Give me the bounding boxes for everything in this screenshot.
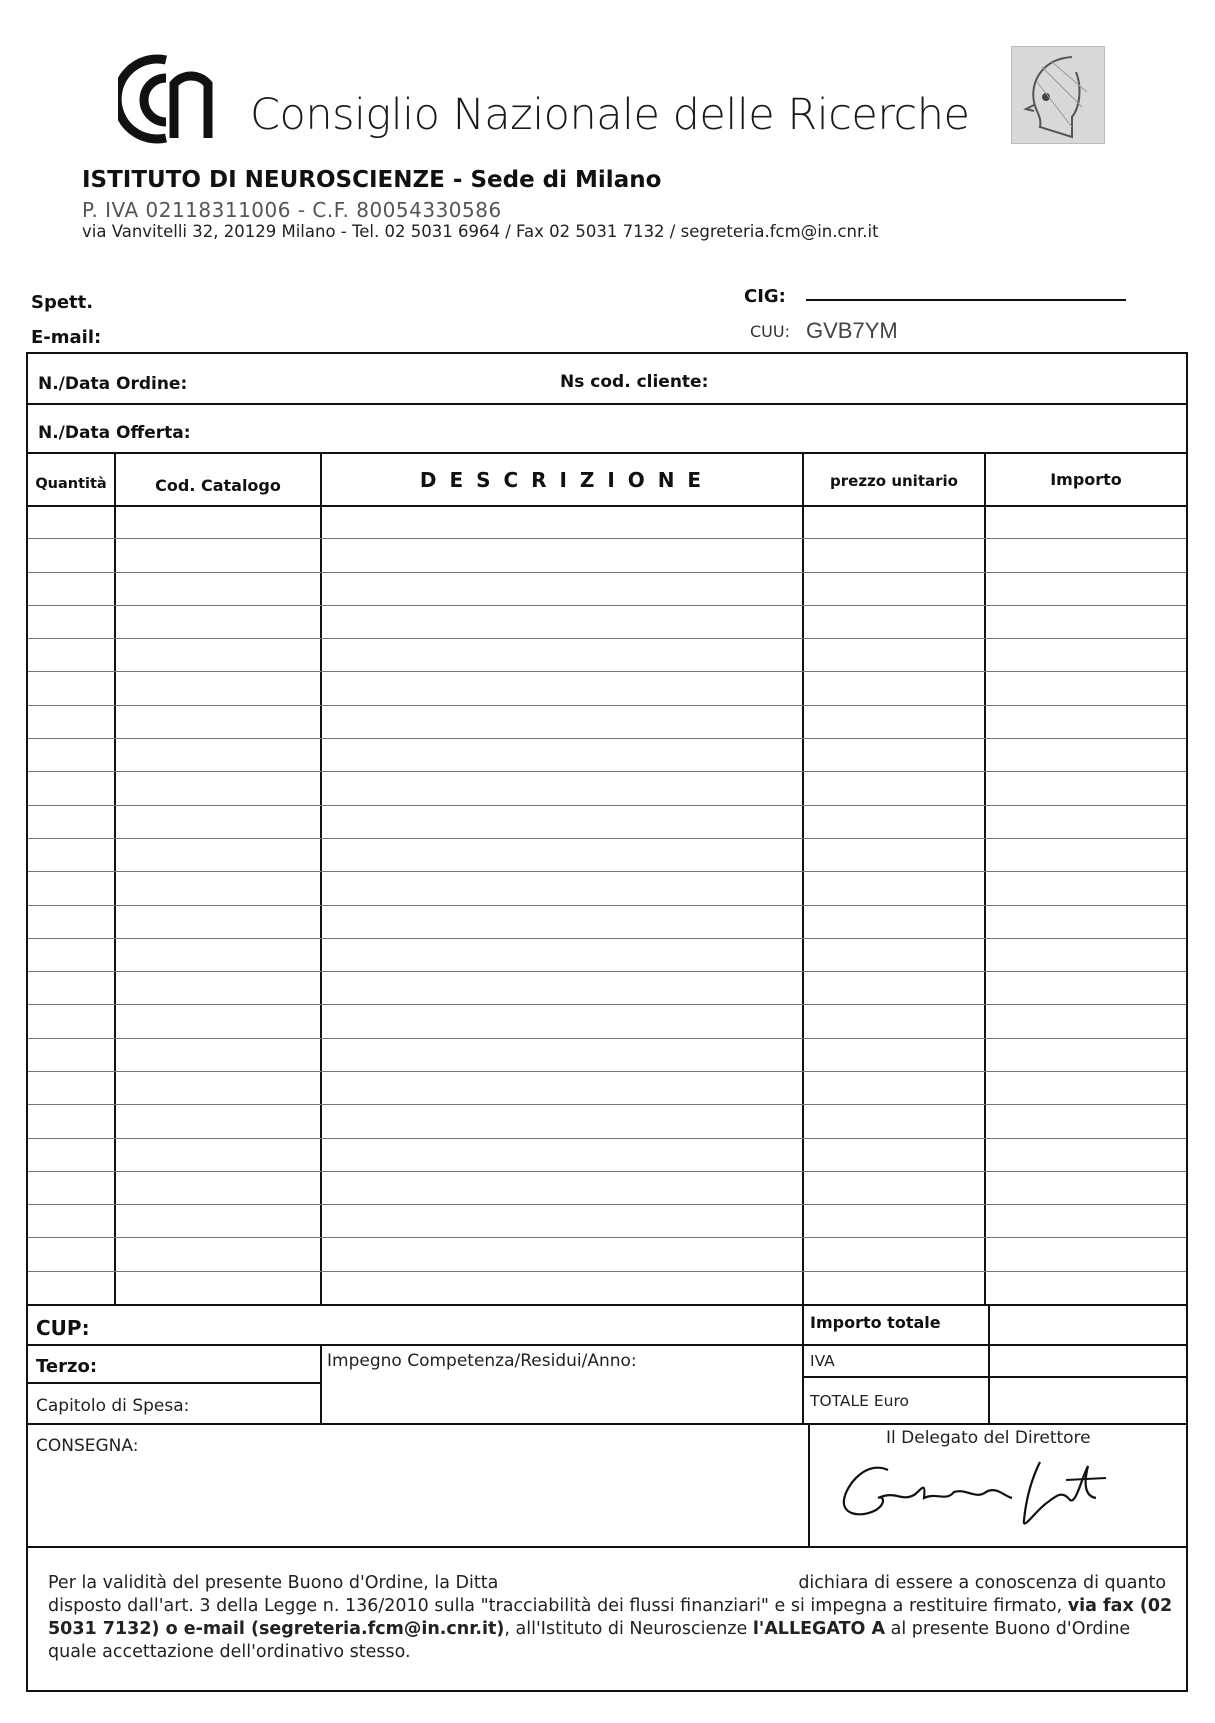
cuu-value: GVB7YM (806, 318, 898, 343)
signature (826, 1440, 1126, 1540)
offer-number-label: N./Data Offerta: (38, 423, 191, 443)
cnr-logo (118, 54, 214, 144)
table-row-line (28, 738, 1186, 739)
totale-euro-label: TOTALE Euro (810, 1392, 910, 1410)
table-row-line (28, 1237, 1186, 1238)
table-row-line (28, 605, 1186, 606)
terzo-label: Terzo: (36, 1356, 98, 1377)
table-row-line (28, 938, 1186, 939)
institute-title: ISTITUTO DI NEUROSCIENZE - Sede di Milano (82, 167, 662, 193)
table-row-line (28, 671, 1186, 672)
table-row-line (28, 905, 1186, 906)
delegato-label: Il Delegato del Direttore (886, 1428, 1091, 1448)
table-row-line (28, 971, 1186, 972)
col-cod-catalogo: Cod. Catalogo (155, 476, 281, 495)
table-row-line (28, 638, 1186, 639)
impegno-label: Impegno Competenza/Residui/Anno: (327, 1351, 637, 1371)
table-row-line (28, 1104, 1186, 1105)
consegna-label: CONSEGNA: (36, 1436, 139, 1456)
table-row-line (28, 572, 1186, 573)
iva-label: IVA (810, 1352, 835, 1370)
address-line: via Vanvitelli 32, 20129 Milano - Tel. 02 5031 6964 / Fax 02 5031 7132 / segreteria.fcm@in.cnr.it (82, 222, 879, 241)
col-prezzo-unitario: prezzo unitario (830, 472, 958, 490)
email-label: E-mail: (31, 327, 102, 348)
table-row-line (28, 838, 1186, 839)
table-row-line (28, 1171, 1186, 1172)
order-number-label: N./Data Ordine: (38, 374, 188, 394)
col-importo: Importo (1050, 470, 1122, 489)
table-row-line (28, 1138, 1186, 1139)
col-descrizione: D E S C R I Z I O N E (419, 468, 705, 492)
spett-label: Spett. (31, 292, 94, 313)
table-row-line (28, 705, 1186, 706)
table-row-line (28, 1038, 1186, 1039)
table-row-line (28, 1271, 1186, 1272)
capitolo-label: Capitolo di Spesa: (36, 1396, 190, 1416)
cuu-label: CUU: (750, 322, 790, 341)
portrait-image (1011, 46, 1105, 144)
table-row-line (28, 871, 1186, 872)
vat-line: P. IVA 02118311006 - C.F. 80054330586 (82, 198, 502, 222)
cig-field-line[interactable] (806, 299, 1126, 301)
client-code-label: Ns cod. cliente: (560, 372, 709, 392)
importo-totale-label: Importo totale (810, 1313, 941, 1332)
cup-label: CUP: (36, 1316, 90, 1340)
cig-label: CIG: (744, 286, 786, 307)
table-row-line (28, 1204, 1186, 1205)
table-row-line (28, 1004, 1186, 1005)
table-row-line (28, 1071, 1186, 1072)
footer-declaration: Per la validità del presente Buono d'Ordine, la Ditta dichiara di essere a conoscenza di quanto disposto dall'art. 3 della Legge n. 136/2010 sulla "tracciabilità dei flussi finanziari" e si impegna a restituire firmato, via fax (02 5031 7132) o e-mail (segreteria.fcm@in.cnr.it), all'Istituto di Neuroscienze l'ALLEGATO A al presente Buono d'Ordine quale accettazione dell'ordinativo stesso. (48, 1573, 1173, 1662)
table-row-line (28, 805, 1186, 806)
col-quantita: Quantità (35, 476, 107, 492)
org-name: Consiglio Nazionale delle Ricerche (250, 90, 970, 140)
table-row-line (28, 538, 1186, 539)
table-row-line (28, 771, 1186, 772)
